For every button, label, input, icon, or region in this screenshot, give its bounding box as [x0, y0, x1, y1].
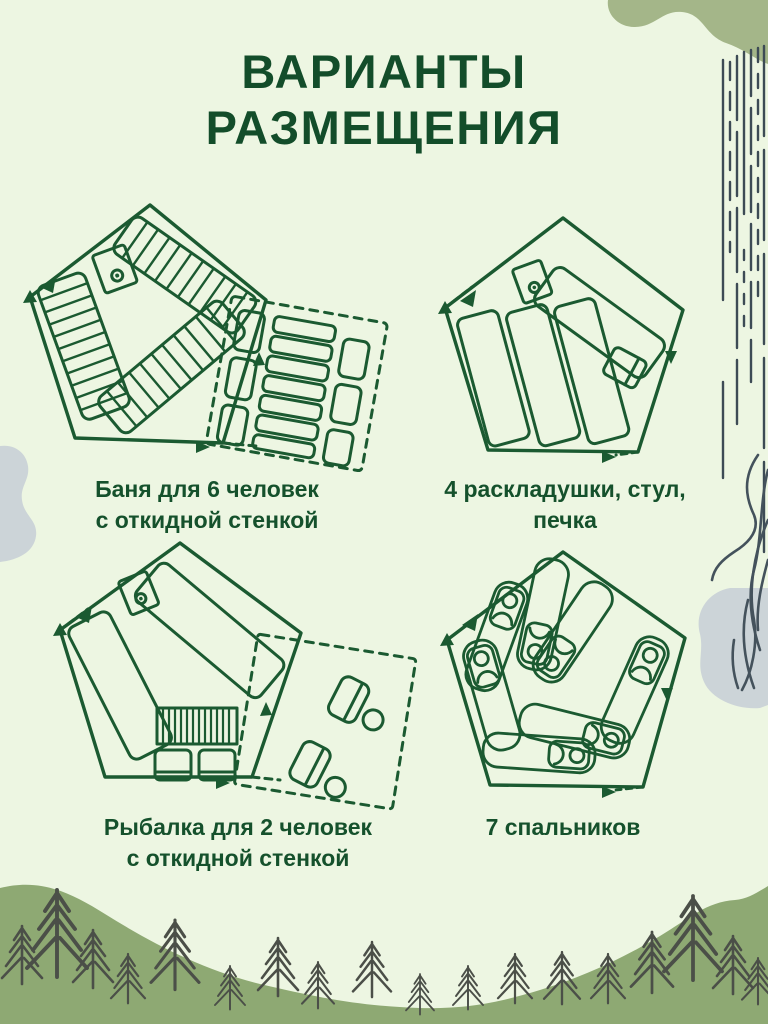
sleeping-bag-icon	[527, 576, 618, 688]
bench-icon	[36, 271, 132, 422]
page-title-line2: РАЗМЕЩЕНИЯ	[205, 101, 563, 154]
page-title-line1: ВАРИАНТЫ	[241, 45, 527, 98]
stove-icon	[118, 571, 159, 616]
page-title	[0, 44, 768, 156]
banya-6-floorplan-diagram	[20, 190, 395, 480]
chair-icon	[287, 739, 358, 803]
chair-icon	[326, 674, 395, 737]
cots-4-floorplan-diagram	[420, 210, 750, 465]
diagram-caption-sleeping: 7 спальников	[485, 814, 641, 840]
folding-wall-annex	[206, 296, 388, 471]
diagram-caption-fishing: Рыбалка для 2 человек с откидной стенкой	[103, 814, 373, 871]
table-icon	[157, 708, 237, 744]
table-icon	[252, 316, 336, 459]
tent-pentagon-outline	[30, 205, 266, 443]
forest-footer-illustration	[0, 874, 768, 1024]
sleeping-bag-icon	[516, 701, 633, 761]
diagram-caption-cots: 4 раскладушки, стул, печка	[444, 476, 686, 533]
cot-icon	[132, 560, 287, 701]
folding-wall-annex	[234, 634, 416, 811]
sleeping-7-floorplan-diagram	[430, 540, 745, 800]
diagram-caption-banya: Баня для 6 человек с откидной стенкой	[95, 476, 319, 533]
fishing-2-floorplan-diagram	[30, 530, 425, 815]
sleeping-bag-icon	[596, 632, 673, 748]
